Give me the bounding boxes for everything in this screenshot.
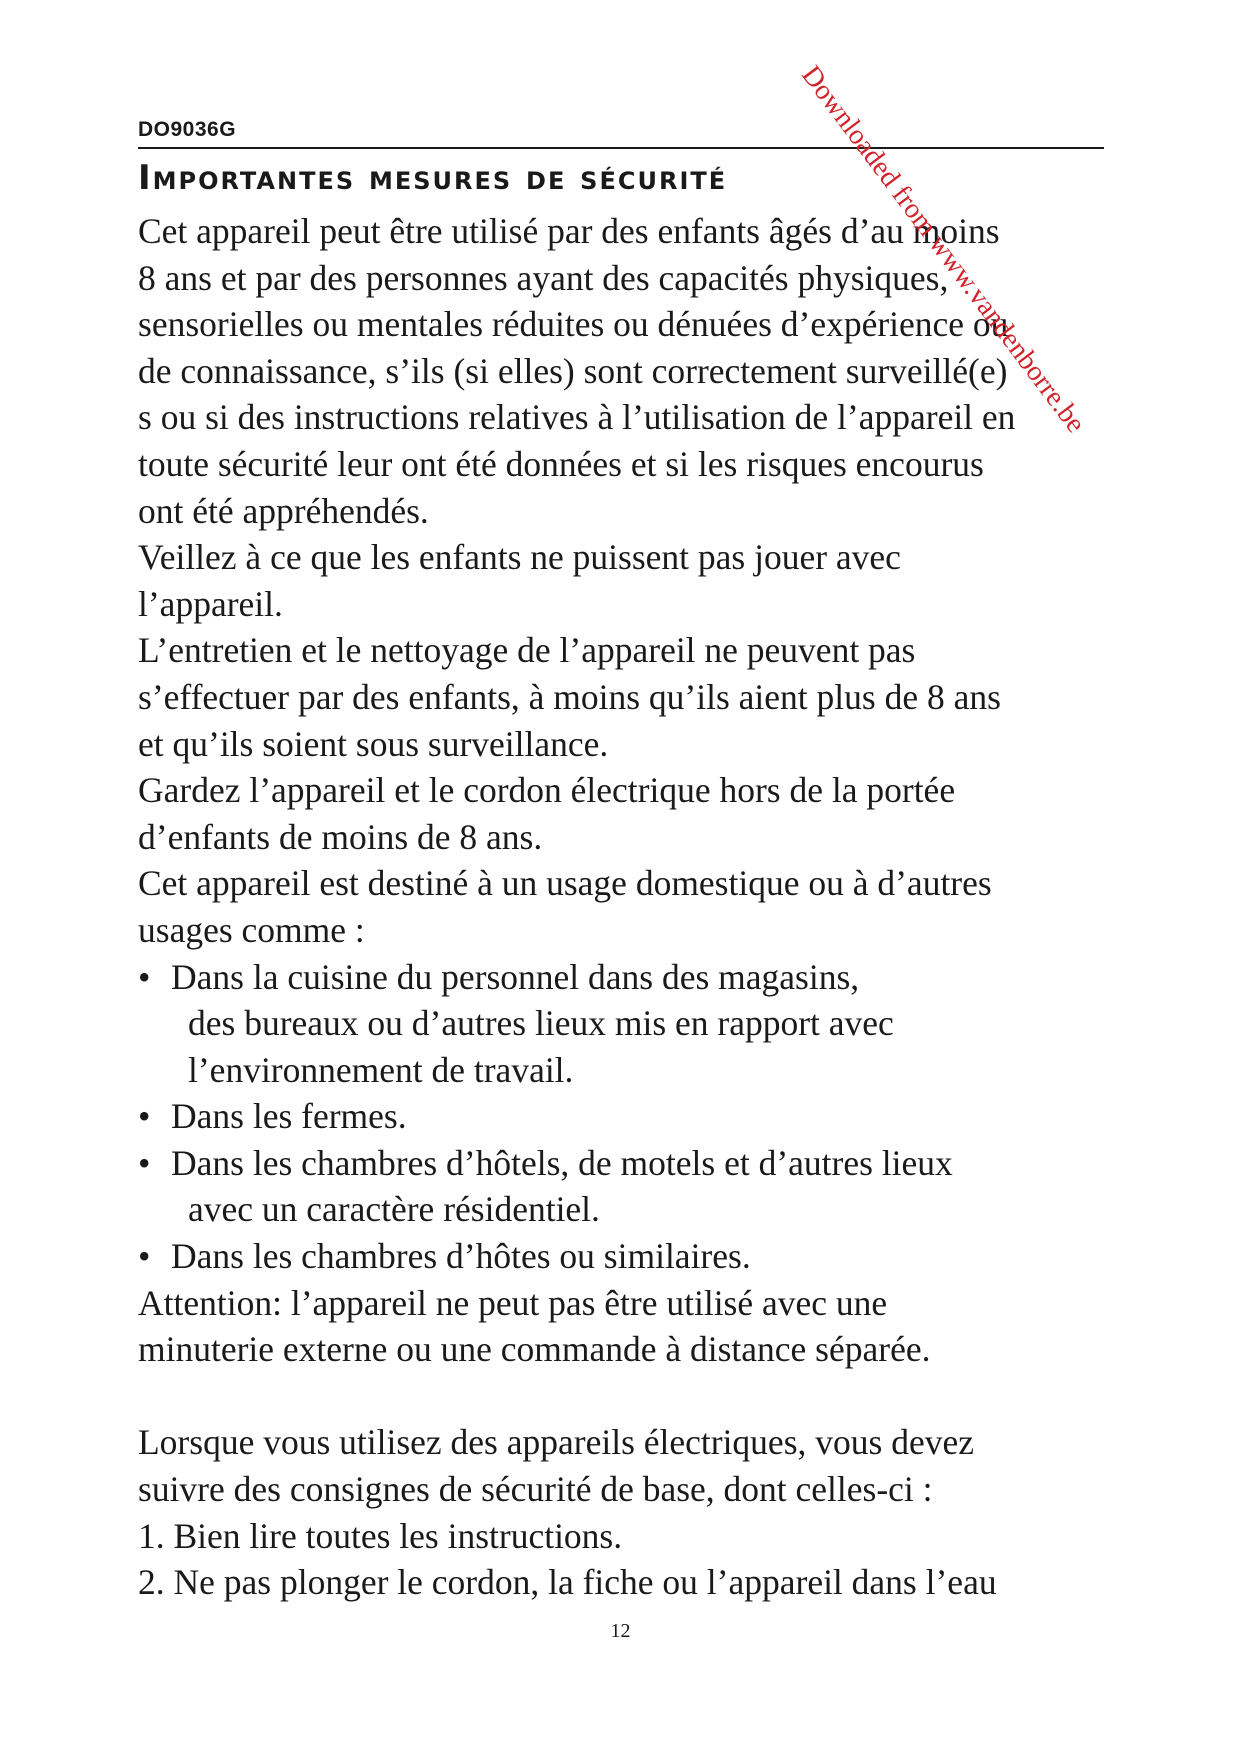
- list-item: [138, 1233, 1138, 1280]
- list-item-text: Dans les fermes.: [171, 1096, 407, 1137]
- text-line: sensorielles ou mentales réduites ou dénuées d’expérience ou: [138, 304, 1009, 345]
- paragraph-cleaning: [138, 627, 1138, 767]
- text-line: d’enfants de moins de 8 ans.: [138, 816, 543, 857]
- text-line: s’effectuer par des enfants, à moins qu’ils aient plus de 8 ans: [138, 676, 1001, 717]
- bullet-icon: •: [138, 1096, 151, 1137]
- bullet-icon: •: [138, 956, 151, 997]
- text-line: et qu’ils soient sous surveillance.: [138, 723, 609, 764]
- header-rule: [138, 147, 1104, 149]
- paragraph-children-play: [138, 534, 1138, 627]
- model-number: DO9036G: [138, 118, 237, 141]
- numbered-item: 1. Bien lire toutes les instructions.: [138, 1515, 623, 1556]
- list-item-text: Dans les chambres d’hôtels, de motels et d’autres lieux: [171, 1142, 953, 1183]
- paragraph-domestic-use: [138, 860, 1138, 953]
- text-line: 8 ans et par des personnes ayant des capacités physiques,: [138, 257, 949, 298]
- list-item-continuation: l’environnement de travail.: [188, 1049, 574, 1090]
- usage-bullet-list: [138, 954, 1138, 1280]
- text-line: usages comme :: [138, 909, 365, 950]
- text-line: ont été appréhendés.: [138, 490, 429, 531]
- text-line: s ou si des instructions relatives à l’utilisation de l’appareil en: [138, 397, 1016, 438]
- numbered-list: [138, 1513, 1138, 1606]
- list-item-continuation: des bureaux ou d’autres lieux mis en rapport avec: [188, 1003, 894, 1044]
- text-line: toute sécurité leur ont été données et si les risques encourus: [138, 443, 984, 484]
- watermark-link[interactable]: Downloaded from www.vandenborre.be: [795, 60, 1092, 439]
- text-line: Lorsque vous utilisez des appareils électriques, vous devez: [138, 1422, 974, 1463]
- text-line: suivre des consignes de sécurité de base, dont celles-ci :: [138, 1469, 933, 1510]
- text-line: de connaissance, s’ils (si elles) sont correctement surveillé(e): [138, 350, 1008, 391]
- body-text: [138, 208, 1138, 1606]
- blank-line: [138, 1373, 1138, 1420]
- paragraph-keep-away: [138, 767, 1138, 860]
- page-title: Importantes mesures de sécurité: [138, 158, 728, 198]
- page-number: 12: [610, 1620, 631, 1642]
- text-line: Gardez l’appareil et le cordon électrique hors de la portée: [138, 770, 956, 811]
- text-line: Cet appareil peut être utilisé par des enfants âgés d’au moins: [138, 211, 1000, 251]
- text-line: L’entretien et le nettoyage de l’appareil ne peuvent pas: [138, 630, 916, 671]
- text-line: minuterie externe ou une commande à distance séparée.: [138, 1329, 931, 1370]
- bullet-icon: •: [138, 1236, 151, 1277]
- list-item: [138, 1093, 1138, 1140]
- bullet-icon: •: [138, 1142, 151, 1183]
- text-line: l’appareil.: [138, 583, 283, 624]
- list-item: [138, 954, 1138, 1001]
- text-line: Veillez à ce que les enfants ne puissent pas jouer avec: [138, 537, 901, 578]
- list-item-continuation: avec un caractère résidentiel.: [188, 1189, 600, 1230]
- numbered-item: 2. Ne pas plonger le cordon, la fiche ou l’appareil dans l’eau: [138, 1562, 997, 1603]
- text-line: Attention: l’appareil ne peut pas être utilisé avec une: [138, 1282, 888, 1323]
- paragraph-basic-safety: [138, 1419, 1138, 1512]
- paragraph-age-warning: [138, 208, 1138, 534]
- list-item: [138, 1140, 1138, 1187]
- list-item-text: Dans la cuisine du personnel dans des magasins,: [171, 956, 860, 997]
- paragraph-attention: [138, 1280, 1138, 1373]
- list-item-text: Dans les chambres d’hôtes ou similaires.: [171, 1236, 751, 1277]
- text-line: Cet appareil est destiné à un usage domestique ou à d’autres: [138, 863, 992, 904]
